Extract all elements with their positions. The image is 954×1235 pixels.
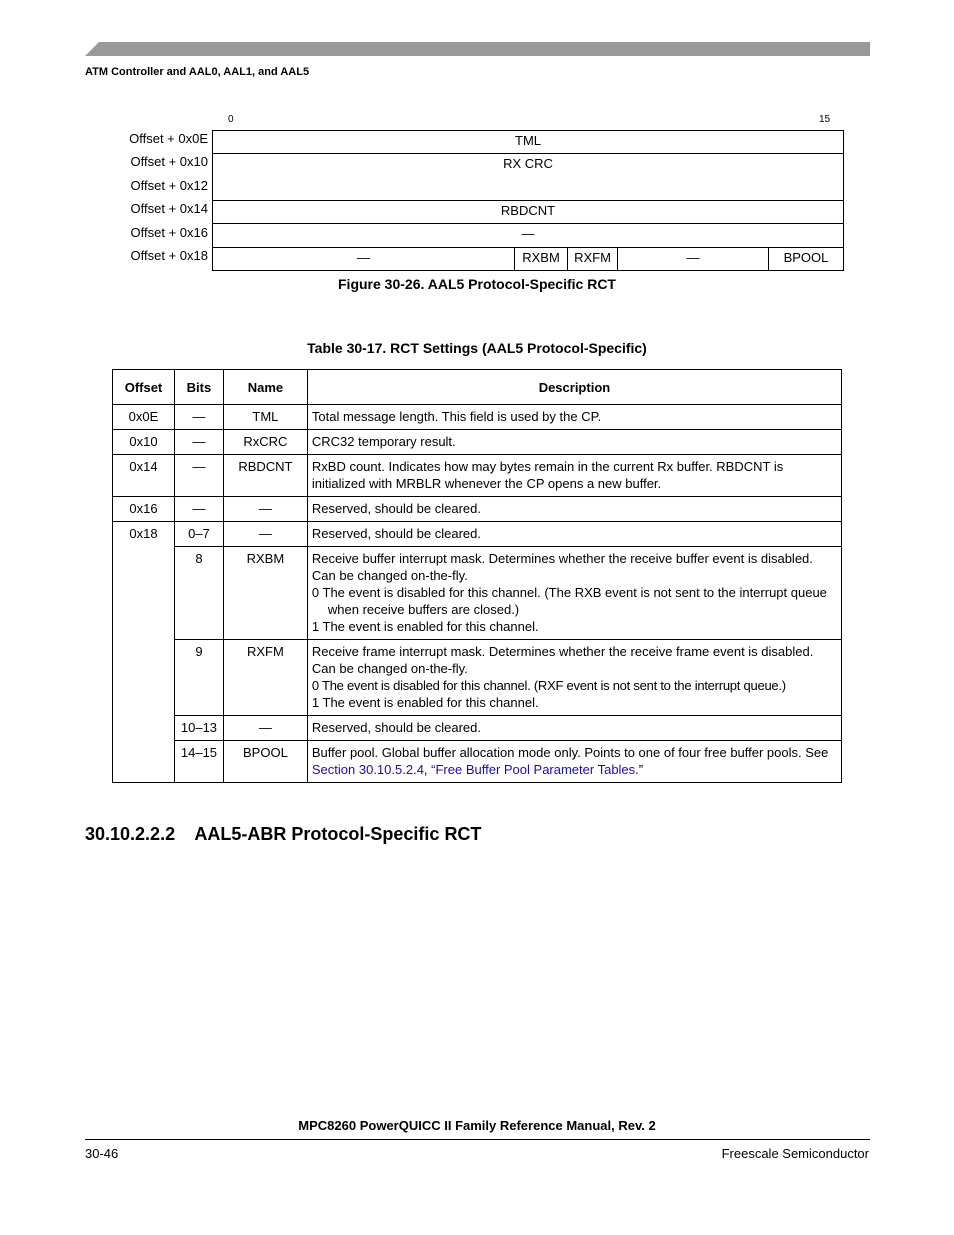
option-0: 0 The event is disabled for this channel. (RXF event is not sent to the interrupt queue.) (311, 678, 786, 693)
description-cell (307, 741, 841, 783)
table-row (113, 455, 842, 497)
offset-label: Offset + 0x16 (130, 225, 208, 240)
description-cell: Reserved, should be cleared. (307, 716, 841, 741)
table-row (113, 522, 842, 547)
bits-cell: — (174, 430, 223, 455)
section-heading: 30.10.2.2.2 AAL5-ABR Protocol-Specific RCT (85, 824, 482, 844)
name-cell: RXBM (223, 547, 307, 640)
name-cell: RxCRC (223, 430, 307, 455)
bits-cell: 14–15 (174, 741, 223, 783)
name-cell: TML (223, 405, 307, 430)
bits-cell: — (174, 455, 223, 497)
table-header-row (113, 370, 842, 405)
bits-cell: 9 (174, 640, 223, 716)
table-row (113, 430, 842, 455)
name-cell: — (223, 522, 307, 547)
table-row (113, 716, 842, 741)
description-end: .” (635, 762, 644, 777)
bit-end-label: 15 (819, 114, 831, 125)
field-rxbm: RXBM (514, 247, 567, 270)
free-buffer-pool-link[interactable]: “Free Buffer Pool Parameter Tables (431, 762, 636, 777)
offset-cell: 0x0E (113, 405, 175, 430)
offset-cell: 0x18 (113, 522, 175, 783)
rct-settings-table (112, 369, 842, 783)
description-cell: Total message length. This field is used by the CP. (307, 405, 841, 430)
offset-label: Offset + 0x18 (130, 248, 208, 263)
option-0: 0 The event is disabled for this channel. (The RXB event is not sent to the interrupt queue when receive buffers are closed.) (311, 585, 827, 617)
field-reserved-0x16: — (212, 223, 843, 247)
description-text: Receive buffer interrupt mask. Determines whether the receive buffer event is disabled. Can be changed on-the-fly. (311, 551, 813, 583)
field-bpool: BPOOL (768, 247, 843, 270)
name-cell: — (223, 497, 307, 522)
name-cell: — (223, 716, 307, 741)
offset-label: Offset + 0x10 (130, 154, 208, 169)
offset-label: Offset + 0x12 (130, 178, 208, 193)
header-bar (85, 42, 870, 56)
chapter-title: ATM Controller and AAL0, AAL1, and AAL5 (85, 66, 310, 78)
table-caption: Table 30-17. RCT Settings (AAL5 Protocol-Specific) (307, 340, 647, 356)
footer-rule (85, 1139, 870, 1140)
field-tml: TML (212, 130, 843, 153)
name-cell: RXFM (223, 640, 307, 716)
offset-label: Offset + 0x0E (129, 131, 208, 146)
bits-cell: 10–13 (174, 716, 223, 741)
field-rxfm: RXFM (567, 247, 617, 270)
page-number: 30-46 (85, 1146, 119, 1161)
table-row (113, 547, 842, 640)
description-cell: Reserved, should be cleared. (307, 522, 841, 547)
table-row (113, 741, 842, 783)
column-header: Name (223, 370, 307, 405)
field-rbdcnt: RBDCNT (212, 200, 843, 223)
option-1: 1 The event is enabled for this channel. (311, 619, 539, 634)
section-link[interactable]: Section 30.10.5.2.4 (311, 762, 424, 777)
description-cell (307, 547, 841, 640)
description-cell (307, 640, 841, 716)
offset-label: Offset + 0x14 (130, 201, 208, 216)
option-1: 1 The event is enabled for this channel. (311, 695, 539, 710)
description-cell: CRC32 temporary result. (307, 430, 841, 455)
bit-start-label: 0 (228, 114, 234, 125)
link-separator: , (423, 762, 432, 777)
company-name: Freescale Semiconductor (721, 1146, 869, 1161)
register-diagram (212, 130, 844, 271)
column-header: Bits (174, 370, 223, 405)
offset-cell: 0x14 (113, 455, 175, 497)
bits-cell: — (174, 497, 223, 522)
offset-cell: 0x16 (113, 497, 175, 522)
figure-caption: Figure 30-26. AAL5 Protocol-Specific RCT (338, 276, 616, 292)
field-rxcrc: RX CRC (212, 153, 843, 200)
field-reserved-b: — (617, 247, 768, 270)
bits-cell: — (174, 405, 223, 430)
column-header: Description (307, 370, 841, 405)
description-text: Buffer pool. Global buffer allocation mode only. Points to one of four free buffer pools. See (311, 745, 829, 760)
name-cell: RBDCNT (223, 455, 307, 497)
description-cell: Reserved, should be cleared. (307, 497, 841, 522)
table-row (113, 497, 842, 522)
offset-cell: 0x10 (113, 430, 175, 455)
name-cell: BPOOL (223, 741, 307, 783)
bits-cell: 0–7 (174, 522, 223, 547)
footer-manual-title: MPC8260 PowerQUICC II Family Reference Manual, Rev. 2 (298, 1118, 656, 1133)
column-header: Offset (113, 370, 175, 405)
bits-cell: 8 (174, 547, 223, 640)
field-reserved-a: — (212, 247, 514, 270)
table-row (113, 640, 842, 716)
table-row (113, 405, 842, 430)
description-cell: RxBD count. Indicates how may bytes remain in the current Rx buffer. RBDCNT is initialized with MRBLR whenever the CP opens a new buffer. (307, 455, 841, 497)
description-text: Receive frame interrupt mask. Determines whether the receive frame event is disabled. Can be changed on-the-fly. (311, 644, 814, 676)
